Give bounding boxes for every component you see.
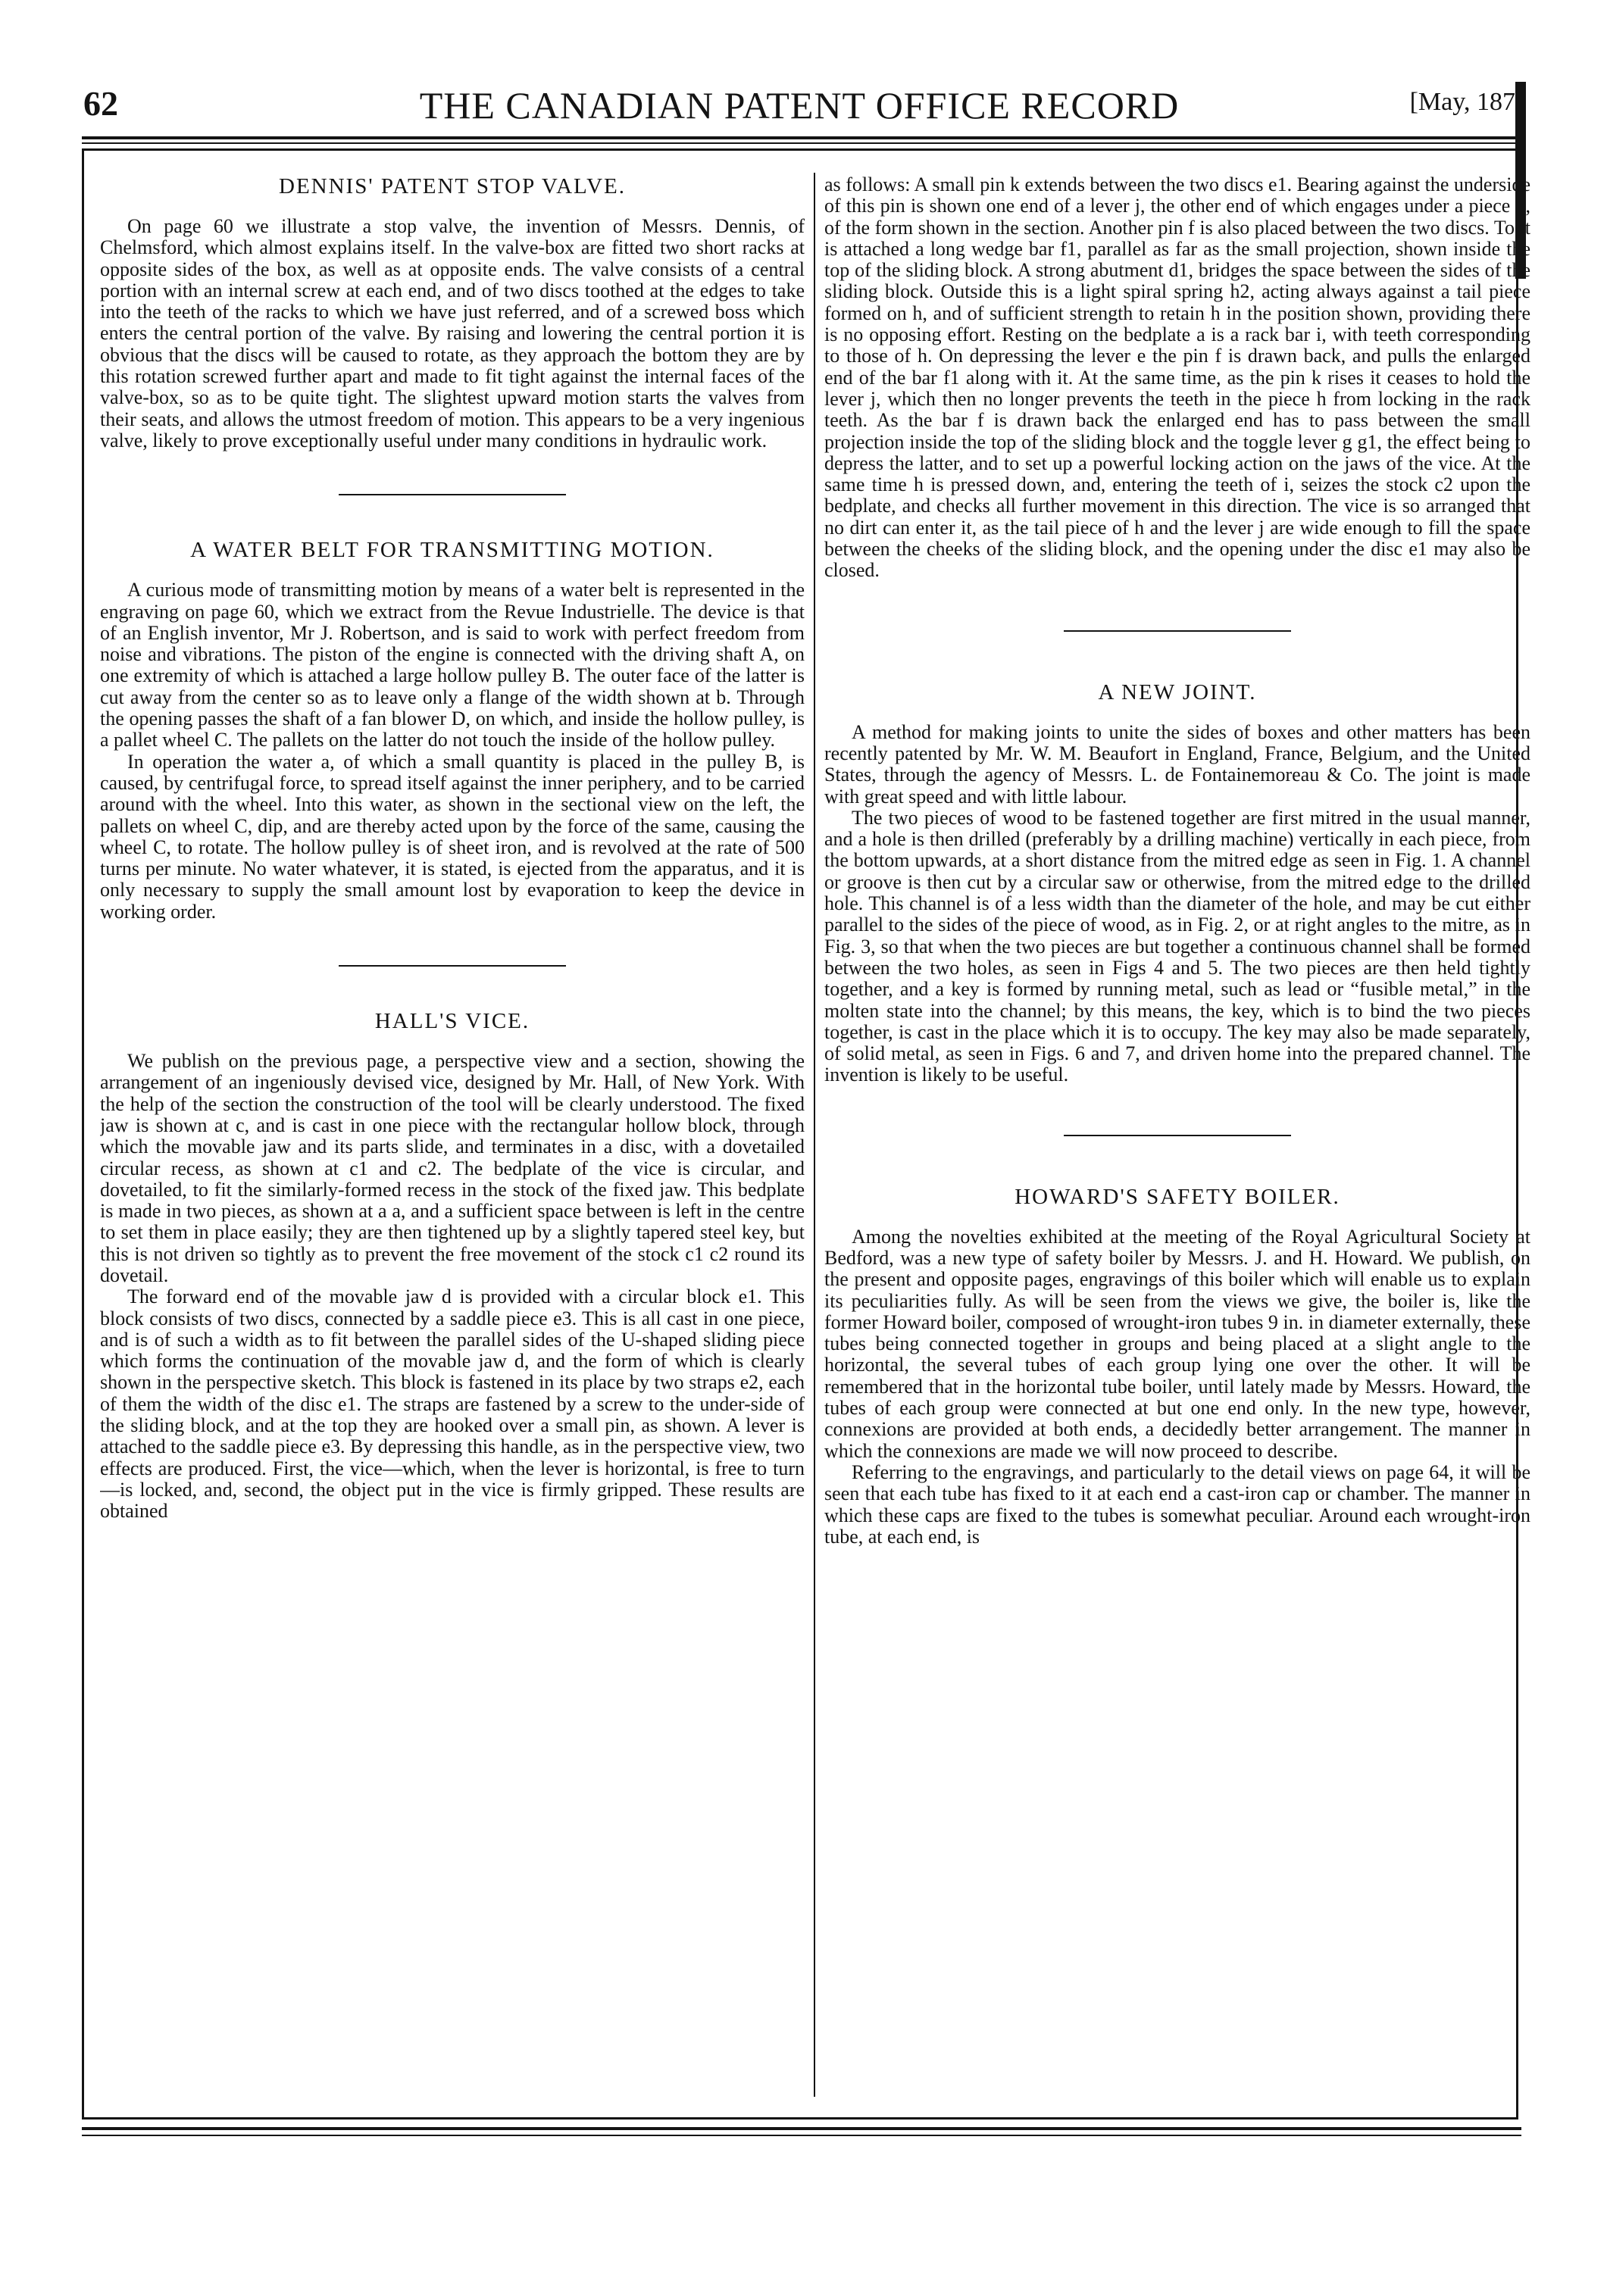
column-divider — [814, 173, 815, 2097]
article-title: HOWARD'S SAFETY BOILER. — [1015, 1184, 1340, 1209]
article-halls-vice-continued — [824, 174, 1530, 582]
running-title: THE CANADIAN PATENT OFFICE RECORD — [419, 84, 1180, 127]
article-paragraph: A method for making joints to unite the sides of boxes and other matters has been recently patented by Mr. W. M. Beaufort in England, France, Belgium, and the United States, through the agency of Messrs. L. de Fontainemoreau & Co. The joint is made with great speed and with little labour. — [824, 720, 1530, 808]
page-number: 62 — [83, 84, 118, 123]
article-title: DENNIS' PATENT STOP VALVE. — [279, 174, 626, 198]
article-paragraph: as follows: A small pin k extends between the two discs e1. Bearing against the underside of this pin is shown one end of a lever j, the other end of which engages under a piece h, of the form shown in the section. Another pin f is also placed between the two discs. To it is attached a long wedge bar f1, parallel as far as the small projection, shown inside the top of the sliding block. A strong abutment d1, bridges the space between the sides of the sliding block. Outside this is a light spiral spring h2, acting always against a tail piece formed on h, and of sufficient strength to retain h in the position shown, providing there is no opposing effort. Resting on the bedplate a is a rack bar i, with teeth corresponding to those of h. On depressing the lever e the pin f is drawn back, and pulls the enlarged end of the bar f1 along with it. At the same time, as the pin k rises it ceases to hold the lever j, which then no longer prevents the teeth in the piece h from locking in the rack teeth. As the bar f is drawn back the enlarged end has to pass between the small projection inside the top of the sliding block and the toggle lever g g1, the effect being to depress the latter, and to set up a powerful locking action on the jaws of the vice. At the same time h is pressed down, and, entering the teeth of i, seizes the stock c2 upon the bedplate, and checks all further movement in this direction. The vice is so arranged that no dirt can enter it, as the tail piece of h and the lever j are wide enough to fill the space between the cheeks of the sliding block, and the opening under the disc e1 may also be closed. — [824, 174, 1530, 582]
article-paragraph: The two pieces of wood to be fastened together are first mitred in the usual manner, and a hole is then drilled (preferably by a drilling machine) vertically in each piece, from the bottom upwards, at a short distance from the mitred edge as seen in Fig. 1. A channel or groove is then cut by a circular saw or otherwise, from the mitred edge to the drilled hole. This channel is of a less width than the diameter of the hole, and may be cut either parallel to the sides of the piece of wood, as in Fig. 2, or at right angles to the mitre, as in Fig. 3, so that when the two pieces are but together a continuous channel shall be formed between the two holes, as seen in Figs 4 and 5. The two pieces are then held tightly together, and a key is formed by running metal, such as lead or “fusible metal,” in the molten state into the channel; by this means, the key, which is to bind the two pieces together, is cast in the place which it is to occupy. The key may also be made separately, of solid metal, as seen in Figs. 6 and 7, and driven home into the prepared channel. The invention is likely to be useful. — [824, 806, 1530, 1086]
article-title: A NEW JOINT. — [1098, 679, 1257, 704]
article-paragraph: Referring to the engravings, and particularly to the detail views on page 64, it will be seen that each tube has fixed to it at each end a cast-iron cap or chamber. The manner in which these caps are fixed to the tubes is somewhat peculiar. Around each wrought-iron tube, at each end, is — [824, 1460, 1530, 1548]
article-stop-valve — [100, 174, 805, 451]
article-title: A WATER BELT FOR TRANSMITTING MOTION. — [190, 538, 714, 563]
article-paragraph: Among the novelties exhibited at the meeting of the Royal Agricultural Society at Bedford, was a new type of safety boiler by Messrs. J. and H. Howard. We publish, on the present and opposite pages, engravings of this boiler which will enable us to explain its peculiarities fully. As will be seen from the views we give, the boiler is, like the former Howard boiler, composed of wrought-iron tubes 9 in. in diameter externally, these tubes being connected together in groups and being placed at a slight angle to the horizontal, the several tubes of each group lying one over the other. It will be remembered that in the horizontal tube boiler, until lately made by Messrs. Howard, the tubes of each group were connected at but one end only. In the new type, however, connexions are provided at both ends, a decidedly better arrangement. The manner in which the connexions are made we will now proceed to describe. — [824, 1225, 1530, 1462]
header-rule — [82, 136, 1521, 139]
article-new-joint — [824, 680, 1530, 1086]
issue-date: [May, 187 — [1409, 88, 1515, 116]
article-safety-boiler — [824, 1185, 1530, 1548]
article-paragraph: We publish on the previous page, a perspective view and a section, showing the arrangement of an ingeniously devised vice, designed by Mr. Hall, of New York. With the help of the section the construction of the tool will be clearly understood. The fixed jaw is shown at c, and is cast in one piece with the rectangular hollow block, through which the movable jaw and its parts slide, and terminates in a disc, with a dovetailed circular recess, as shown at c1 and c2. The bedplate of the vice is circular, and dovetailed, to fit the similarly-formed recess in the stock of the fixed jaw. This bedplate is made in two pieces, as shown at a a, and a sufficient space between is left in the centre to set them in place easily; they are then tightened up by a slightly tapered steel key, but this is not driven so tightly as to prevent the free movement of the stock c1 c2 round its dovetail. — [100, 1050, 805, 1286]
article-paragraph: The forward end of the movable jaw d is provided with a circular block e1. This block consists of two discs, connected by a saddle piece e3. This is all cast in one piece, and is of such a width as to fit between the parallel sides of the U-shaped sliding piece which forms the continuation of the movable jaw d, and the form of which is clearly shown in the perspective sketch. This block is fastened in its place by two straps e2, each of them the width of the disc e1. The straps are fastened by a screw to the under-side of the sliding block, and at the top they are hooked over a small pin, as shown. A lever is attached to the saddle piece e3. By depressing this handle, as in the perspective view, two effects are produced. First, the vice—which, when the lever is horizontal, is free to turn—is locked, and, second, the object put in the vice is firmly gripped. These results are obtained — [100, 1285, 805, 1523]
footer-rule — [82, 2127, 1521, 2130]
article-paragraph: A curious mode of transmitting motion by means of a water belt is represented in the engraving on page 60, which we extract from the Revue Industrielle. The device is that of an English inventor, Mr J. Robertson, and is said to work with perfect freedom from noise and vibrations. The piston of the engine is connected with the driving shaft A, on one extremity of which is attached a large hollow pulley B. The outer face of the latter is cut away from the center so as to leave only a flange of the width shown at b. Through the opening passes the shaft of a fan blower D, on which, and inside the hollow pulley, is a pallet wheel C. The pallets on the latter do not touch the inside of the hollow pulley. — [100, 579, 805, 751]
header-rule-thin — [82, 142, 1521, 144]
left-column — [100, 174, 805, 2091]
article-title: HALL'S VICE. — [374, 1009, 530, 1034]
article-halls-vice — [100, 1009, 805, 1523]
right-column — [824, 174, 1530, 2091]
article-paragraph: On page 60 we illustrate a stop valve, the invention of Messrs. Dennis, of Chelmsford, which almost explains itself. In the valve-box are fitted two short racks at opposite sides of the box, as well as at opposite ends. The valve consists of a central portion with an internal screw at each end, and of two discs toothed at the edges to take into the teeth of the racks to which we have just referred, and of a screwed boss which enters the central portion of the valve. By raising and lowering the central portion it is obvious that the discs will be caused to rotate, as they approach the bottom they are by this rotation screwed further apart and made to fit tight against the internal faces of the valve-box, so as to be quite tight. The slightest upward motion starts the valves from their seats, and allows the utmost freedom of motion. This appears to be a very ingenious valve, likely to prove exceptionally useful under many conditions in hydraulic work. — [100, 215, 805, 451]
article-water-belt — [100, 538, 805, 923]
article-paragraph: In operation the water a, of which a small quantity is placed in the pulley B, is caused, by centrifugal force, to spread itself against the inner periphery, and to be carried around with the wheel. Into this water, as shown in the sectional view on the left, the pallets on wheel C, dip, and are thereby acted upon by the force of the same, causing the wheel C, to rotate. The hollow pulley is of sheet iron, and is revolved at the rate of 500 turns per minute. No water whatever, it is stated, is ejected from the apparatus, and it is only necessary to supply the small amount lost by evaporation to keep the device in working order. — [100, 750, 805, 923]
footer-rule-thin — [82, 2135, 1521, 2136]
page-header — [83, 83, 1515, 136]
